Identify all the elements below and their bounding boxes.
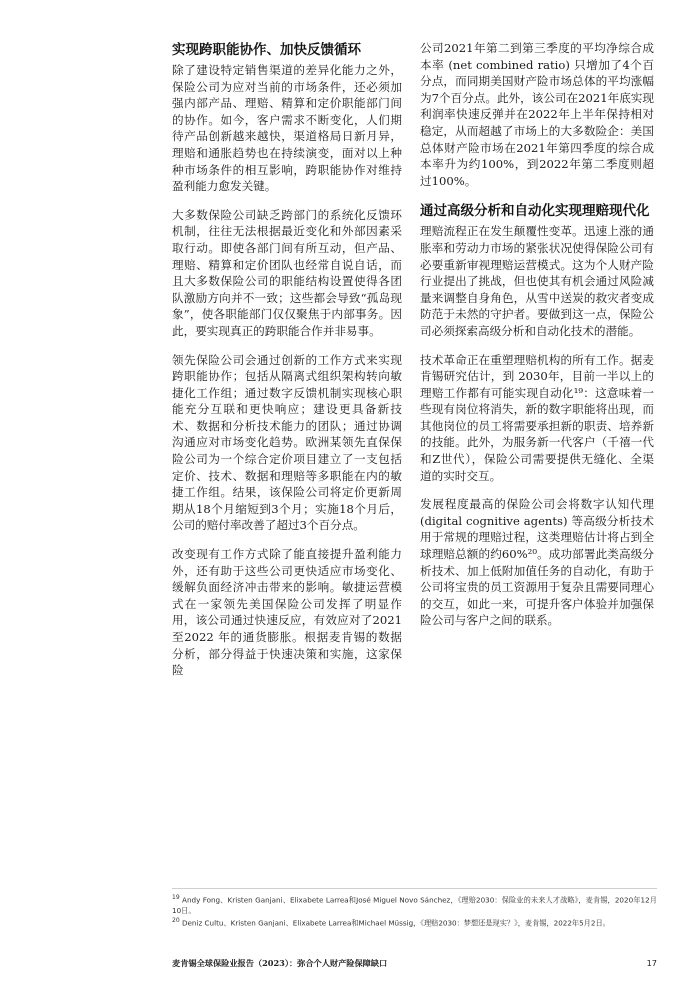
report-title: 麦肯锡全球保险业报告（2023）：弥合个人财产险保障缺口: [172, 958, 388, 968]
paragraph: 公司2021年第二到第三季度的平均净综合成本率 (net combined ratio) 只增加了4个百分点，而同期美国财产险市场总体的平均涨幅为7个百分点。此外，该公司在2021年底实现利润率快速反弹并在2022年上半年保持相对稳定，从而超越了市场上的大多数险企：美国总体财产险市场在2021年第四季度的综合成本率升为约100%，到2022年第二季度则超过100%。: [420, 41, 654, 188]
paragraph: 理赔流程正在发生颠覆性变革。迅速上涨的通胀率和劳动力市场的紧张状况使得保险公司有必要重新审视理赔运营模式。这为个人财产险行业提出了挑战，但也使其有机会通过风险减量来调整自身角色，从雪中送炭的救灾者变成防范于未然的守护者。要做到这一点，保险公司必须探索高级分析和自动化技术的潜能。: [420, 224, 654, 338]
footnote-number: 20: [172, 917, 180, 925]
footnote: [172, 916, 657, 929]
right-column: [420, 40, 654, 641]
paragraph: 技术革命正在重塑理赔机构的所有工作。据麦肯锡研究估计，到 2030年，目前一半以上的理赔工作都有可能实现自动化¹⁹：这意味着一些现有岗位将消失，新的数字职能将出现，而其他岗位的员工将需要承担新的职责、培养新的技能。此外，为服务新一代客户（千禧一代和Z世代），保险公司需要提供无缝化、全渠道的实时交互。: [420, 352, 654, 483]
paragraph: 除了建设特定销售渠道的差异化能力之外，保险公司为应对当前的市场条件，还必须加强内部产品、理赔、精算和定价职能部门间的协作。如今，客户需求不断变化，人们期待产品创新越来越快，渠道格局日新月异，理赔和通胀趋势也在持续演变，面对以上种种市场条件的相互影响，跨职能协作对维持盈利能力愈发关键。: [172, 63, 402, 194]
section-heading-cross-functional: 实现跨职能协作、加快反馈循环: [172, 42, 361, 58]
section-heading-claims-modernization: 通过高级分析和自动化实现理赔现代化: [420, 203, 650, 220]
footnote: [172, 893, 657, 916]
paragraph: 领先保险公司会通过创新的工作方式来实现跨职能协作；包括从隔离式组织架构转向敏捷化工作组；通过数字反馈机制实现核心职能充分互联和更快响应；建设更具备新技术、数据和分析技术能力的团队；通过协调沟通应对市场变化趋势。欧洲某领先直保保险公司为一个综合定价项目建立了一支包括定价、技术、数据和理赔等多职能在内的敏捷工作组。结果，该保险公司将定价更新周期从18个月缩短到3个月；实施18个月后，公司的赔付率改善了超过3个百分点。: [172, 352, 402, 533]
paragraph: 改变现有工作方式除了能直接提升盈利能力外，还有助于这些公司更快适应市场变化、缓解负面经济冲击带来的影响。敏捷运营模式在一家领先美国保险公司发挥了明显作用，该公司通过快速反应，有效应对了2021至2022 年的通货膨胀。根据麦肯锡的数据分析，部分得益于快速决策和实施，这家保险: [172, 547, 402, 678]
paragraph: 发展程度最高的保险公司会将数字认知代理 (digital cognitive agents) 等高级分析技术用于常规的理赔过程，这类理赔估计将占到全球理赔总额的约60%²⁰。成功部署此类高级分析技术、加上低附加值任务的自动化，有助于公司将宝贵的员工资源用于复杂且需要同理心的交互，如此一来，可提升客户体验并加强保险公司与客户之间的联系。: [420, 497, 654, 628]
footnote-text: Deniz Cultu、Kristen Ganjani、Elixabete Larrea和Michael Müssig，《理赔2030：梦想还是现实？》，麦肯锡，2022年5月2日。: [181, 918, 610, 928]
page-footer: [172, 958, 657, 969]
footnotes: [172, 888, 657, 929]
page-number: 17: [646, 958, 657, 968]
left-column: [172, 40, 402, 691]
paragraph: 大多数保险公司缺乏跨部门的系统化反馈环机制，往往无法根据最近变化和外部因素采取行动。即使各部门间有所互动，但产品、理赔、精算和定价团队也经常自说自话，而且大多数保险公司的职能结构设置使得各团队激励方向并不一致；这些都会导致“孤岛现象”，使各职能部门仅仅聚焦于内部事务。因此，要实现真正的跨职能合作并非易事。: [172, 207, 402, 338]
footnote-number: 19: [172, 894, 180, 901]
footnote-text: Andy Fong、Kristen Ganjani、Elixabete Larrea和José Miguel Novo Sánchez，《理赔2030：保险业的未来人才战略》，麦肯锡，2020年12月10日。: [172, 895, 657, 915]
